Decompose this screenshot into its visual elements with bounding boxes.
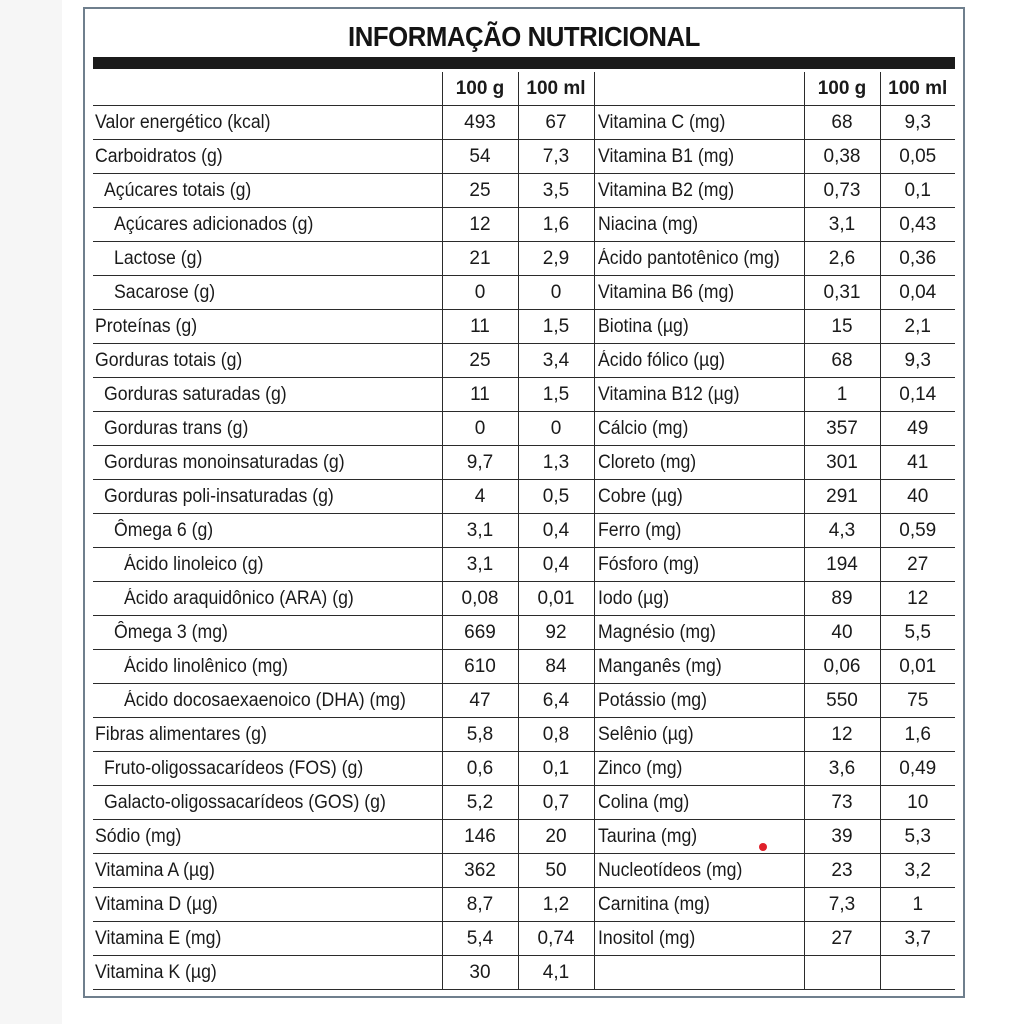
left-nutrient-name-text: Gorduras poli-insaturadas (g) [104, 485, 334, 507]
right-nutrient-name-text: Cobre (µg) [597, 485, 683, 507]
left-value-100ml: 84 [518, 650, 594, 684]
right-nutrient-name [594, 344, 804, 378]
right-value-100ml: 3,2 [880, 854, 955, 888]
table-row [93, 344, 955, 378]
right-nutrient-name-text: Biotina (µg) [597, 315, 689, 337]
left-value-100ml: 0 [518, 276, 594, 310]
table-row [93, 786, 955, 820]
left-nutrient-name [93, 786, 442, 820]
left-nutrient-name [93, 582, 442, 616]
header-100ml-right: 100 ml [880, 72, 955, 106]
left-nutrient-name-text: Gorduras saturadas (g) [104, 383, 287, 405]
left-nutrient-name-text: Vitamina E (mg) [95, 927, 222, 949]
right-value-100g: 2,6 [804, 242, 880, 276]
right-nutrient-name [594, 242, 804, 276]
right-value-100ml: 5,3 [880, 820, 955, 854]
right-nutrient-name [594, 276, 804, 310]
right-nutrient-name [594, 140, 804, 174]
right-value-100ml: 0,1 [880, 174, 955, 208]
right-nutrient-name [594, 548, 804, 582]
table-row [93, 888, 955, 922]
right-value-100ml: 27 [880, 548, 955, 582]
left-value-100ml: 7,3 [518, 140, 594, 174]
right-value-100ml: 12 [880, 582, 955, 616]
right-value-100ml: 40 [880, 480, 955, 514]
table-row [93, 752, 955, 786]
left-nutrient-name [93, 956, 442, 990]
right-value-100g: 12 [804, 718, 880, 752]
right-value-100ml: 9,3 [880, 106, 955, 140]
right-nutrient-name-text: Ferro (mg) [597, 519, 681, 541]
left-value-100ml: 67 [518, 106, 594, 140]
header-blank-right [594, 72, 804, 106]
right-value-100ml: 2,1 [880, 310, 955, 344]
table-row [93, 276, 955, 310]
left-value-100g: 5,8 [442, 718, 518, 752]
left-value-100g: 3,1 [442, 548, 518, 582]
page-margin [0, 0, 62, 1024]
left-value-100g: 54 [442, 140, 518, 174]
left-nutrient-name [93, 922, 442, 956]
right-value-100ml: 10 [880, 786, 955, 820]
right-value-100g: 39 [804, 820, 880, 854]
left-value-100g: 21 [442, 242, 518, 276]
left-nutrient-name [93, 276, 442, 310]
left-value-100g: 4 [442, 480, 518, 514]
right-value-100ml: 0,43 [880, 208, 955, 242]
left-nutrient-name-text: Valor energético (kcal) [95, 111, 271, 133]
left-nutrient-name-text: Ácido linolênico (mg) [124, 655, 289, 677]
table-row [93, 582, 955, 616]
left-value-100g: 0 [442, 412, 518, 446]
right-nutrient-name [594, 786, 804, 820]
right-value-100ml: 0,36 [880, 242, 955, 276]
page-title: INFORMAÇÃO NUTRICIONAL [348, 21, 700, 52]
right-value-100g: 0,31 [804, 276, 880, 310]
left-value-100g: 5,2 [442, 786, 518, 820]
right-nutrient-name [594, 650, 804, 684]
left-nutrient-name [93, 820, 442, 854]
table-row [93, 106, 955, 140]
right-nutrient-name [594, 446, 804, 480]
red-mark-dot [759, 843, 767, 851]
left-nutrient-name-text: Ácido docosaexaenoico (DHA) (mg) [124, 689, 406, 711]
left-nutrient-name-text: Ômega 3 (mg) [114, 621, 228, 643]
nutrition-table [93, 72, 955, 990]
right-nutrient-name-text: Carnitina (mg) [597, 893, 710, 915]
left-value-100ml: 1,6 [518, 208, 594, 242]
table-row [93, 616, 955, 650]
right-nutrient-name [594, 616, 804, 650]
right-nutrient-name-text: Potássio (mg) [597, 689, 707, 711]
left-nutrient-name-text: Galacto-oligossacarídeos (GOS) (g) [104, 791, 386, 813]
left-nutrient-name-text: Proteínas (g) [95, 315, 198, 337]
right-value-100ml: 0,49 [880, 752, 955, 786]
table-row [93, 684, 955, 718]
right-value-100ml: 5,5 [880, 616, 955, 650]
left-value-100g: 669 [442, 616, 518, 650]
left-value-100g: 8,7 [442, 888, 518, 922]
left-nutrient-name-text: Sacarose (g) [114, 281, 216, 303]
right-nutrient-name-text: Taurina (mg) [597, 825, 697, 847]
right-nutrient-name [594, 888, 804, 922]
left-value-100ml: 0,4 [518, 514, 594, 548]
left-value-100ml: 1,5 [518, 310, 594, 344]
left-value-100ml: 0,01 [518, 582, 594, 616]
title-divider-bar [93, 57, 955, 69]
right-nutrient-name-text: Vitamina C (mg) [597, 111, 725, 133]
left-nutrient-name [93, 616, 442, 650]
left-value-100ml: 0,1 [518, 752, 594, 786]
left-nutrient-name [93, 684, 442, 718]
right-nutrient-name-text: Ácido pantotênico (mg) [597, 247, 780, 269]
right-value-100ml: 0,14 [880, 378, 955, 412]
left-value-100ml: 20 [518, 820, 594, 854]
right-value-100g: 3,1 [804, 208, 880, 242]
left-value-100g: 47 [442, 684, 518, 718]
table-row [93, 480, 955, 514]
left-value-100ml: 4,1 [518, 956, 594, 990]
right-value-100g: 68 [804, 344, 880, 378]
left-nutrient-name [93, 718, 442, 752]
right-value-100g: 1 [804, 378, 880, 412]
left-value-100g: 11 [442, 310, 518, 344]
right-value-100g: 68 [804, 106, 880, 140]
right-nutrient-name-text: Colina (mg) [597, 791, 689, 813]
header-100g-right: 100 g [804, 72, 880, 106]
right-nutrient-name-text: Manganês (mg) [597, 655, 722, 677]
table-row [93, 412, 955, 446]
nutrition-table-body [93, 106, 955, 990]
right-nutrient-name-text: Iodo (µg) [597, 587, 669, 609]
left-value-100ml: 0,4 [518, 548, 594, 582]
left-nutrient-name-text: Gorduras monoinsaturadas (g) [104, 451, 345, 473]
left-value-100ml: 3,4 [518, 344, 594, 378]
left-nutrient-name [93, 480, 442, 514]
right-nutrient-name-text: Inositol (mg) [597, 927, 695, 949]
right-value-100g: 194 [804, 548, 880, 582]
left-value-100g: 3,1 [442, 514, 518, 548]
left-value-100ml: 6,4 [518, 684, 594, 718]
left-nutrient-name-text: Gorduras trans (g) [104, 417, 249, 439]
right-nutrient-name-text: Nucleotídeos (mg) [597, 859, 742, 881]
right-value-100g: 3,6 [804, 752, 880, 786]
right-value-100g: 550 [804, 684, 880, 718]
right-nutrient-name [594, 208, 804, 242]
left-nutrient-name [93, 854, 442, 888]
left-nutrient-name [93, 446, 442, 480]
left-nutrient-name-text: Vitamina D (µg) [95, 893, 218, 915]
right-value-100ml: 9,3 [880, 344, 955, 378]
right-nutrient-name [594, 854, 804, 888]
right-nutrient-name-text: Fósforo (mg) [597, 553, 699, 575]
right-value-100g: 15 [804, 310, 880, 344]
right-nutrient-name-text: Vitamina B6 (mg) [597, 281, 734, 303]
table-row [93, 514, 955, 548]
left-nutrient-name-text: Vitamina K (µg) [95, 961, 217, 983]
table-row [93, 310, 955, 344]
right-value-100g: 291 [804, 480, 880, 514]
left-value-100g: 146 [442, 820, 518, 854]
right-nutrient-name [594, 106, 804, 140]
left-value-100g: 610 [442, 650, 518, 684]
left-value-100ml: 1,2 [518, 888, 594, 922]
right-nutrient-name-text: Magnésio (mg) [597, 621, 716, 643]
right-nutrient-name [594, 174, 804, 208]
left-value-100g: 12 [442, 208, 518, 242]
right-nutrient-name-text: Vitamina B2 (mg) [597, 179, 734, 201]
left-value-100g: 362 [442, 854, 518, 888]
table-row [93, 956, 955, 990]
right-nutrient-name [594, 310, 804, 344]
left-nutrient-name [93, 412, 442, 446]
right-value-100ml: 0,01 [880, 650, 955, 684]
left-nutrient-name [93, 752, 442, 786]
right-value-100g: 40 [804, 616, 880, 650]
left-nutrient-name-text: Lactose (g) [114, 247, 203, 269]
right-nutrient-name-text: Selênio (µg) [597, 723, 694, 745]
right-nutrient-name [594, 718, 804, 752]
right-value-100ml: 0,05 [880, 140, 955, 174]
table-row [93, 820, 955, 854]
right-nutrient-name [594, 956, 804, 990]
right-value-100g: 89 [804, 582, 880, 616]
left-value-100g: 9,7 [442, 446, 518, 480]
right-value-100g: 0,73 [804, 174, 880, 208]
right-value-100ml: 49 [880, 412, 955, 446]
left-value-100ml: 0,5 [518, 480, 594, 514]
left-value-100ml: 0,74 [518, 922, 594, 956]
right-value-100g: 7,3 [804, 888, 880, 922]
nutrition-facts-panel [83, 7, 965, 998]
left-value-100ml: 1,3 [518, 446, 594, 480]
left-nutrient-name-text: Ácido linoleico (g) [124, 553, 264, 575]
right-nutrient-name-text: Ácido fólico (µg) [597, 349, 725, 371]
left-value-100ml: 92 [518, 616, 594, 650]
left-nutrient-name [93, 344, 442, 378]
right-value-100g: 4,3 [804, 514, 880, 548]
left-nutrient-name [93, 242, 442, 276]
table-row [93, 446, 955, 480]
left-nutrient-name-text: Fruto-oligossacarídeos (FOS) (g) [104, 757, 364, 779]
right-value-100g: 73 [804, 786, 880, 820]
left-value-100g: 30 [442, 956, 518, 990]
left-nutrient-name-text: Vitamina A (µg) [95, 859, 215, 881]
left-nutrient-name-text: Gorduras totais (g) [95, 349, 243, 371]
table-row [93, 650, 955, 684]
left-nutrient-name [93, 310, 442, 344]
left-nutrient-name [93, 140, 442, 174]
right-nutrient-name [594, 922, 804, 956]
header-100ml-left: 100 ml [518, 72, 594, 106]
left-value-100g: 0,6 [442, 752, 518, 786]
table-row [93, 922, 955, 956]
table-row [93, 548, 955, 582]
left-value-100ml: 50 [518, 854, 594, 888]
right-nutrient-name [594, 582, 804, 616]
right-value-100ml: 3,7 [880, 922, 955, 956]
right-value-100g: 357 [804, 412, 880, 446]
left-value-100ml: 1,5 [518, 378, 594, 412]
left-nutrient-name [93, 514, 442, 548]
left-nutrient-name-text: Fibras alimentares (g) [95, 723, 267, 745]
left-nutrient-name-text: Açúcares totais (g) [104, 179, 252, 201]
right-nutrient-name [594, 378, 804, 412]
right-value-100g [804, 956, 880, 990]
left-nutrient-name [93, 888, 442, 922]
left-nutrient-name [93, 106, 442, 140]
left-value-100ml: 0,8 [518, 718, 594, 752]
right-value-100g: 23 [804, 854, 880, 888]
right-value-100g: 301 [804, 446, 880, 480]
right-value-100g: 27 [804, 922, 880, 956]
left-value-100g: 25 [442, 344, 518, 378]
left-value-100ml: 2,9 [518, 242, 594, 276]
right-nutrient-name-text: Vitamina B1 (mg) [597, 145, 734, 167]
left-nutrient-name [93, 650, 442, 684]
right-nutrient-name [594, 514, 804, 548]
right-nutrient-name [594, 412, 804, 446]
left-value-100g: 0,08 [442, 582, 518, 616]
left-value-100ml: 3,5 [518, 174, 594, 208]
right-value-100ml: 0,59 [880, 514, 955, 548]
left-value-100g: 0 [442, 276, 518, 310]
table-row [93, 174, 955, 208]
right-nutrient-name [594, 820, 804, 854]
right-value-100ml: 1 [880, 888, 955, 922]
right-nutrient-name-text: Zinco (mg) [597, 757, 682, 779]
table-row [93, 140, 955, 174]
right-nutrient-name-text: Cloreto (mg) [597, 451, 696, 473]
table-row [93, 208, 955, 242]
right-value-100ml [880, 956, 955, 990]
table-row [93, 242, 955, 276]
left-nutrient-name-text: Carboidratos (g) [95, 145, 223, 167]
left-nutrient-name-text: Sódio (mg) [95, 825, 182, 847]
right-nutrient-name [594, 684, 804, 718]
right-nutrient-name-text: Niacina (mg) [597, 213, 698, 235]
left-value-100g: 493 [442, 106, 518, 140]
table-row [93, 718, 955, 752]
header-100g-left: 100 g [442, 72, 518, 106]
right-value-100g: 0,38 [804, 140, 880, 174]
right-value-100ml: 75 [880, 684, 955, 718]
left-nutrient-name [93, 548, 442, 582]
left-value-100ml: 0 [518, 412, 594, 446]
right-value-100g: 0,06 [804, 650, 880, 684]
left-nutrient-name-text: Açúcares adicionados (g) [114, 213, 314, 235]
table-row [93, 378, 955, 412]
right-value-100ml: 41 [880, 446, 955, 480]
table-header-row [93, 72, 955, 106]
header-blank-left [93, 72, 442, 106]
right-nutrient-name-text: Cálcio (mg) [597, 417, 688, 439]
right-nutrient-name-text: Vitamina B12 (µg) [597, 383, 739, 405]
left-nutrient-name-text: Ácido araquidônico (ARA) (g) [124, 587, 354, 609]
right-value-100ml: 1,6 [880, 718, 955, 752]
right-nutrient-name [594, 480, 804, 514]
left-nutrient-name [93, 208, 442, 242]
right-nutrient-name [594, 752, 804, 786]
left-nutrient-name [93, 174, 442, 208]
left-value-100ml: 0,7 [518, 786, 594, 820]
right-value-100ml: 0,04 [880, 276, 955, 310]
left-value-100g: 5,4 [442, 922, 518, 956]
table-row [93, 854, 955, 888]
left-value-100g: 25 [442, 174, 518, 208]
left-value-100g: 11 [442, 378, 518, 412]
left-nutrient-name-text: Ômega 6 (g) [114, 519, 214, 541]
left-nutrient-name [93, 378, 442, 412]
